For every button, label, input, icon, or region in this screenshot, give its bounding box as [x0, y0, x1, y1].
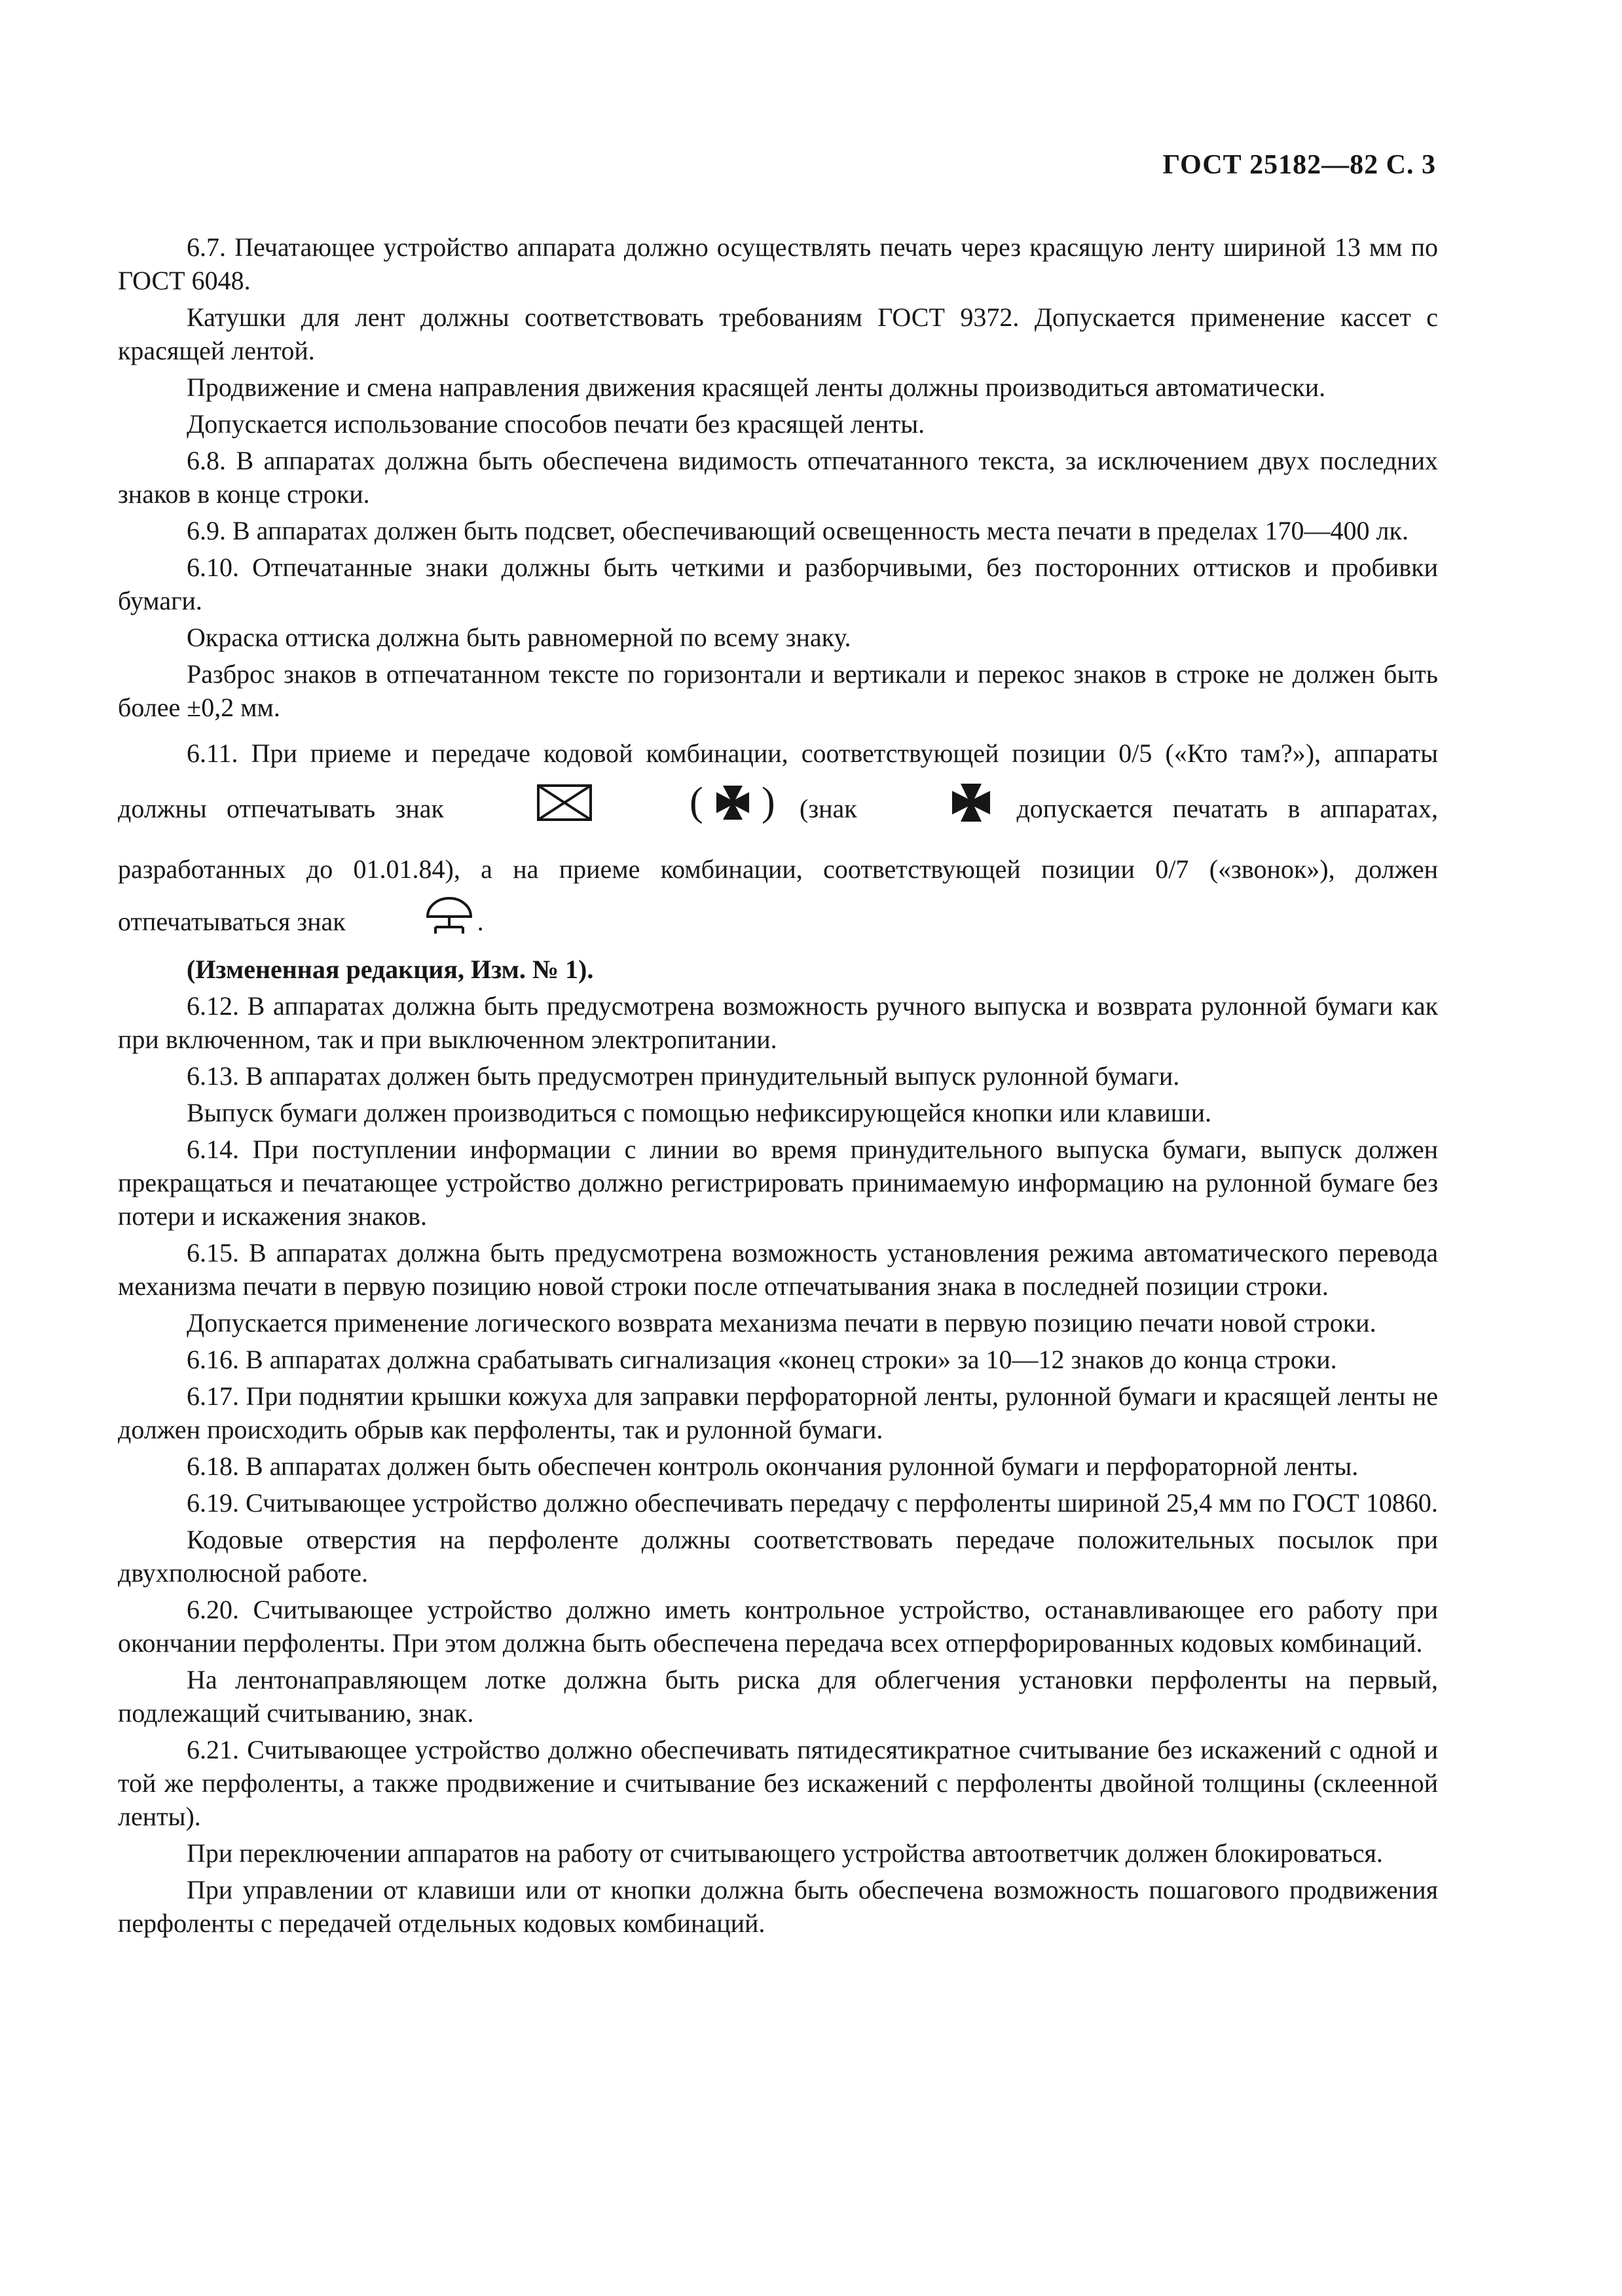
paragraph: 6.18. В аппаратах должен быть обеспечен контроль окончания рулонной бумаги и перфораторной ленты.: [187, 1451, 1359, 1482]
paragraph: При управлении от клавиши или от кнопки должна быть обеспечена возможность пошагового продвижения перфоленты с передачей отдельных кодовых комбинаций.: [118, 1875, 1438, 1939]
paragraph: 6.15. В аппаратах должна быть предусмотрена возможность установления режима автоматического перевода механизма печати в первую позицию новой строки после отпечатывания знака в последней позиции строки.: [118, 1238, 1438, 1302]
p611-text-4: допускается печатать в аппаратах, разработанных до 01.01.84), а на приеме комбинации, соответствующей позиции 0/7 («звонок»),: [118, 793, 1439, 884]
paragraph: Продвижение и смена направления движения красящей ленты должны производиться автоматически.: [187, 373, 1326, 402]
paragraph: 6.19. Считывающее устройство должно обеспечивать передачу с перфоленты шириной 25,4 мм по ГОСТ 10860.: [187, 1488, 1438, 1518]
svg-text:): ): [761, 780, 775, 824]
paragraph: Выпуск бумаги должен производиться с помощью нефиксирующейся кнопки или клавиши.: [187, 1098, 1211, 1128]
paragraph: Допускается применение логического возврата механизма печати в первую позицию печати новой строки.: [187, 1308, 1376, 1338]
paragraph: Допускается использование способов печати без красящей ленты.: [187, 409, 925, 439]
paragraph: 6.13. В аппаратах должен быть предусмотрен принудительный выпуск рулонной бумаги.: [187, 1061, 1180, 1091]
paragraph: 6.12. В аппаратах должна быть предусмотрена возможность ручного выпуска и возврата рулонной бумаги как при включенном, так и при выключенном электропитании.: [118, 991, 1438, 1055]
p611-text-3: (знак: [800, 793, 857, 824]
p611-text-5: должен отпечатываться знак: [118, 854, 1439, 936]
maltese-cross-parenthesized-icon: [621, 780, 776, 843]
paragraph-6-11: [118, 727, 1438, 953]
paragraph: Разброс знаков в отпечатанном тексте по горизонтали и вертикали и перекос знаков в строке не должен быть более ±0,2 мм.: [118, 659, 1438, 722]
paragraph: 6.16. В аппаратах должна срабатывать сигнализация «конец строки» за 10—12 знаков до конца строки.: [187, 1345, 1337, 1375]
paragraph: На лентонаправляющем лотке должна быть риска для облегчения установки перфоленты на первый, подлежащий считыванию, знак.: [118, 1665, 1438, 1728]
paragraph: 6.10. Отпечатанные знаки должны быть четкими и разборчивыми, без посторонних оттисков и пробивки бумаги.: [118, 553, 1438, 615]
paragraph: 6.9. В аппаратах должен быть подсвет, обеспечивающий освещенность места печати в пределах 170—400 лк.: [187, 516, 1409, 545]
svg-text:(: (: [689, 780, 703, 824]
bell-symbol-icon: [356, 896, 473, 953]
maltese-cross-icon: [881, 781, 993, 842]
paragraph: 6.8. В аппаратах должна быть обеспечена видимость отпечатанного текста, за исключением двух последних знаков в конце строки.: [118, 446, 1438, 509]
paragraph: 6.7. Печатающее устройство аппарата должно осуществлять печать через красящую ленту шириной 13 мм по ГОСТ 6048.: [118, 232, 1438, 295]
p611-text-2: аппараты должны отпечатывать знак: [118, 738, 1439, 824]
paragraph: Катушки для лент должны соответствовать требованиям ГОСТ 9372. Допускается применение кассет с красящей лентой.: [118, 302, 1438, 365]
amended-note: (Измененная редакция, Изм. № 1).: [187, 955, 594, 985]
page-header: ГОСТ 25182—82 С. 3: [1162, 150, 1436, 180]
paragraph: При переключении аппаратов на работу от считывающего устройства автоответчик должен блокироваться.: [187, 1838, 1383, 1868]
paragraph: 6.14. При поступлении информации с линии во время принудительного выпуска бумаги, выпуск должен прекращаться и печатающее устройство должно регистрировать принимаемую информацию на рулонной бумаге без потери и искажения знаков.: [118, 1135, 1438, 1231]
document-body: [118, 230, 1438, 1943]
paragraph: Кодовые отверстия на перфоленте должны соответствовать передаче положительных посылок при двухполюсной работе.: [118, 1525, 1438, 1588]
p611-text-6: .: [477, 907, 484, 936]
paragraph: 6.21. Считывающее устройство должно обеспечивать пятидесятикратное считывание без искажений с одной и той же перфоленты, а также продвижение и считывание без искажений с перфоленты двойной толщины (склеенной ленты).: [118, 1735, 1438, 1832]
paragraph: 6.20. Считывающее устройство должно иметь контрольное устройство, останавливающее его работу при окончании перфоленты. При этом должна быть обеспечена передача всех отперфорированных кодовых комбинаций.: [118, 1595, 1438, 1658]
envelope-cross-icon: [468, 784, 593, 839]
p611-text-1: 6.11. При приеме и передаче кодовой комбинации, соответствующей позиции 0/5 («Кто там?»),: [187, 738, 1321, 768]
paragraph: Окраска оттиска должна быть равномерной по всему знаку.: [187, 623, 851, 652]
paragraph: 6.17. При поднятии крышки кожуха для заправки перфораторной ленты, рулонной бумаги и красящей ленты не должен происходить обрыв как перфоленты, так и рулонной бумаги.: [118, 1381, 1438, 1445]
